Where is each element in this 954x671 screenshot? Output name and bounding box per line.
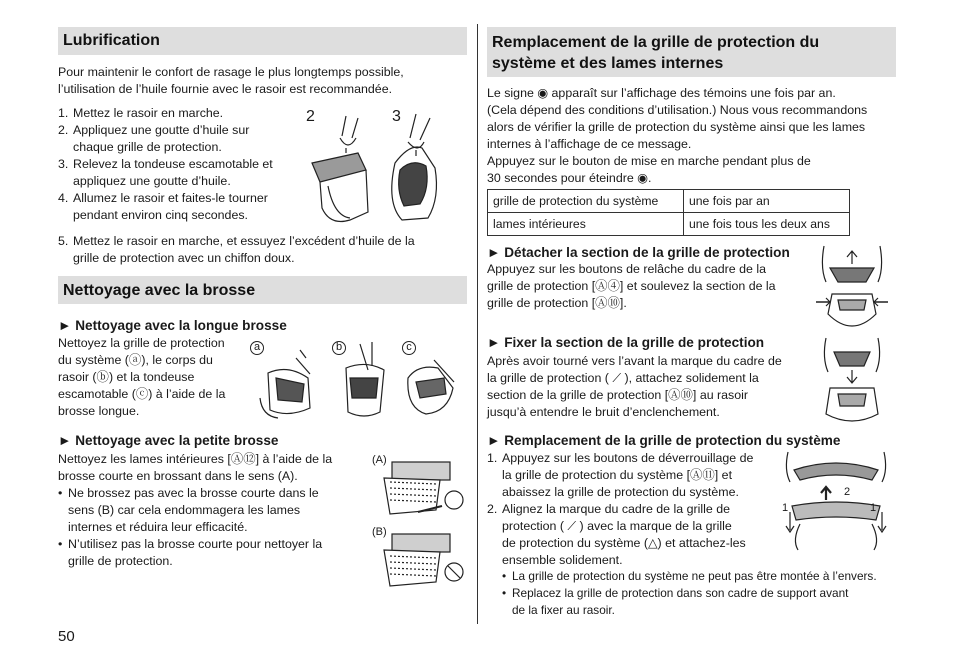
- bullet-2: • N’utilisez pas la brosse courte pour nettoyer la: [58, 537, 323, 551]
- detach-text: [487, 261, 776, 312]
- figure-label-b: b: [332, 341, 346, 355]
- step-4: 4. Allumez le rasoir et faites-le tourner: [58, 191, 268, 205]
- system-guard-release-icon: [778, 446, 894, 552]
- replacement-heading-line: Remplacement de la grille de protection du: [492, 34, 820, 51]
- text-line: l’utilisation de l’huile fournie avec le rasoir est recommandée.: [58, 82, 393, 96]
- replacement-heading: [487, 27, 896, 77]
- brush-heading: [58, 276, 467, 304]
- table-row: [488, 190, 850, 213]
- text-line: Appuyez sur le bouton de mise en marche pendant plus de: [487, 154, 811, 168]
- replace-step-1: 1. Appuyez sur les boutons de déverrouillage de: [487, 451, 754, 465]
- text-line: escamotable (ⓒ) à l’aide de la: [58, 387, 226, 401]
- replacement-heading-line: système et des lames internes: [492, 55, 724, 72]
- text-line: la grille de protection du système [Ⓐ⑪] et: [502, 468, 733, 482]
- brush-heading-text: Nettoyage avec la brosse: [63, 282, 256, 299]
- short-brush-title: ► Nettoyage avec la petite brosse: [58, 433, 279, 448]
- bullet-1: • Ne brossez pas avec la brosse courte dans le: [58, 486, 319, 500]
- brush-cleaning-icon: [248, 338, 470, 422]
- text-line: Appuyez sur les boutons de relâche du cadre de la: [487, 262, 766, 276]
- page-number: 50: [58, 628, 75, 645]
- table-cell: lames intérieures: [488, 213, 684, 236]
- text-line: de protection du système (△) et attachez-les: [502, 536, 746, 550]
- text-line: du système (ⓐ), le corps du: [58, 353, 213, 367]
- text-line: internes à l’affichage de ce message.: [487, 137, 692, 151]
- table-cell: une fois par an: [684, 190, 850, 213]
- note-1: • La grille de protection du système ne peut pas être montée à l’envers.: [502, 569, 877, 583]
- oil-application-illustration: [300, 108, 450, 233]
- oil-bottle-shaver-icon: [300, 108, 450, 233]
- text-line: grille de protection [Ⓐ⑩].: [487, 296, 627, 310]
- note-2-cont: de la fixer au rasoir.: [512, 603, 615, 617]
- lubrication-heading: [58, 27, 467, 55]
- text-line: Nettoyez la grille de protection: [58, 336, 225, 350]
- figure-number-2: 2: [306, 108, 315, 125]
- text-line: (Cela dépend des conditions d’utilisation.) Nous vous recommandons: [487, 103, 868, 117]
- bullet-2-cont: grille de protection.: [68, 554, 173, 568]
- bullet-1-cont: internes et réduira leur efficacité.: [68, 520, 248, 534]
- step-5: 5. Mettez le rasoir en marche, et essuyez l’excédent d’huile de la grille de protection avec un chiffon doux.: [58, 234, 415, 265]
- text-line: Nettoyez les lames intérieures [Ⓐ⑫] à l’aide de la: [58, 452, 333, 466]
- long-brush-illustration: [248, 338, 470, 422]
- direction-label-b: (B): [372, 526, 387, 538]
- replace-steps: [487, 450, 753, 569]
- table-cell: une fois tous les deux ans: [684, 213, 850, 236]
- replace-title: ► Remplacement de la grille de protection du système: [487, 433, 841, 448]
- fix-text: [487, 353, 782, 421]
- text-line: alors de vérifier la grille de protection du système ainsi que les lames: [487, 120, 866, 134]
- bullet-1-cont: sens (B) car cela endommagera les lames: [68, 503, 301, 517]
- fix-title: ► Fixer la section de la grille de protection: [487, 335, 765, 350]
- text-line: rasoir (ⓑ) et la tondeuse: [58, 370, 195, 384]
- step-label-1-right: 1: [870, 502, 877, 514]
- step-4-cont: pendant environ cinq secondes.: [73, 208, 248, 222]
- text-line: protection ( ⟋ ) avec la marque de la grille: [502, 519, 732, 533]
- step-3: 3. Relevez la tondeuse escamotable et: [58, 157, 273, 171]
- text-line: grille de protection [Ⓐ④] et soulevez la section de la: [487, 279, 776, 293]
- system-guard-illustration: [778, 446, 894, 552]
- long-brush-text: [58, 335, 225, 420]
- table-row: [488, 213, 850, 236]
- direction-label-a: (A): [372, 454, 387, 466]
- short-brush-text: [58, 451, 332, 570]
- replacement-schedule-table: [487, 189, 850, 236]
- text-line: jusqu’à entendre le bruit d’enclenchement.: [487, 405, 720, 419]
- lubrication-intro: [58, 64, 404, 98]
- text-line: abaissez la grille de protection du système.: [502, 485, 739, 499]
- step-label-1-left: 1: [782, 502, 789, 514]
- replace-step-2: 2. Alignez la marque du cadre de la grille de: [487, 502, 730, 516]
- short-brush-illustration: [370, 454, 470, 589]
- figure-number-3: 3: [392, 108, 401, 125]
- text-line: la grille de protection ( ⟋ ), attachez solidement la: [487, 371, 759, 385]
- replacement-intro: [487, 85, 867, 187]
- short-brush-direction-icon: [370, 454, 470, 589]
- text-line: Pour maintenir le confort de rasage le plus longtemps possible,: [58, 65, 404, 79]
- text-line: brosse courte en brossant dans le sens (A).: [58, 469, 298, 483]
- frame-release-arrows-icon: [812, 238, 892, 426]
- step-2-cont: chaque grille de protection.: [73, 140, 222, 154]
- lubrication-heading-text: Lubrification: [63, 32, 160, 49]
- step-2: 2. Appliquez une goutte d’huile sur: [58, 123, 250, 137]
- figure-label-c: c: [402, 341, 416, 355]
- detach-title: ► Détacher la section de la grille de protection: [487, 245, 790, 260]
- step-1: 1. Mettez le rasoir en marche.: [58, 106, 224, 120]
- text-line: 30 secondes pour éteindre ◉.: [487, 171, 652, 185]
- column-divider: [477, 24, 478, 624]
- text-line: brosse longue.: [58, 404, 140, 418]
- step-3-cont: appliquez une goutte d’huile.: [73, 174, 231, 188]
- frame-detach-illustration: [812, 238, 892, 426]
- replace-notes: [502, 568, 877, 619]
- note-2: • Replacez la grille de protection dans son cadre de support avant: [502, 586, 849, 600]
- text-line: section de la grille de protection [Ⓐ⑩] au rasoir: [487, 388, 749, 402]
- figure-label-a: a: [250, 341, 264, 355]
- text-line: Après avoir tourné vers l’avant la marque du cadre de: [487, 354, 782, 368]
- text-line: ensemble solidement.: [502, 553, 623, 567]
- step-label-2: 2: [844, 486, 851, 498]
- table-cell: grille de protection du système: [488, 190, 684, 213]
- lubrication-steps: [58, 105, 273, 224]
- long-brush-title: ► Nettoyage avec la longue brosse: [58, 318, 287, 333]
- text-line: Le signe ◉ apparaît sur l’affichage des témoins une fois par an.: [487, 86, 836, 100]
